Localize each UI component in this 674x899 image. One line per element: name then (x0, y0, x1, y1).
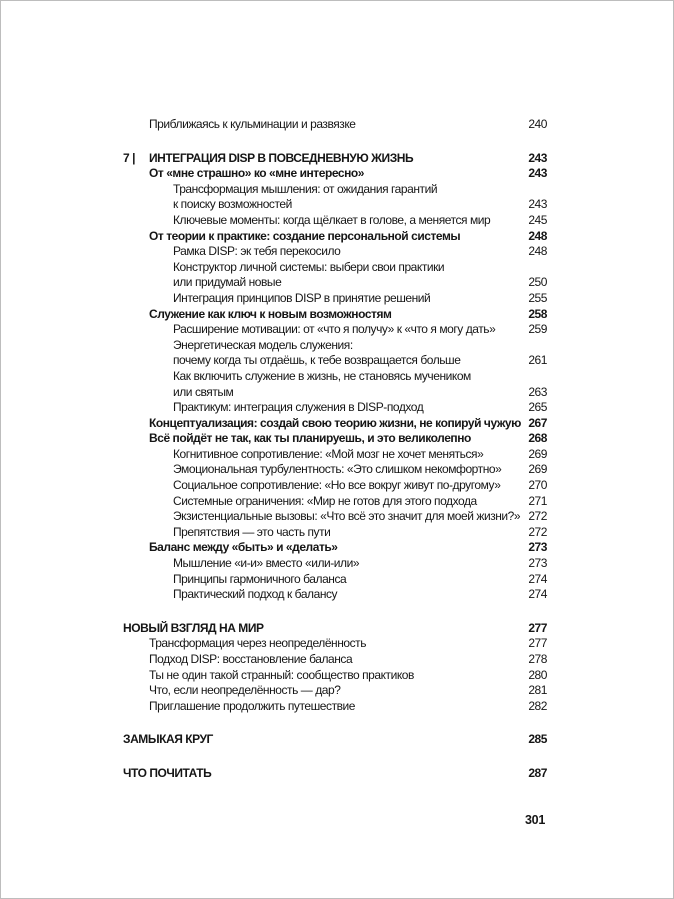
toc-page-number: 263 (528, 384, 547, 399)
toc-entry (123, 338, 547, 369)
toc-entry-line: Концептуализация: создай свою теорию жизни, не копируй чужую (149, 415, 521, 430)
toc-entry-line: к поиску возможностей (173, 197, 292, 212)
toc-page-number: 243 (528, 197, 547, 212)
toc-entry (123, 462, 547, 478)
toc-entry-title (123, 338, 517, 369)
toc-entry-title (123, 494, 517, 510)
toc-page-number: 258 (528, 306, 547, 321)
toc-page-number: 248 (528, 244, 547, 259)
toc-page-number: 277 (528, 636, 547, 651)
toc-entry-title (123, 509, 521, 525)
toc-entry-title (123, 369, 517, 400)
toc-entry-line: 7 | ИНТЕГРАЦИЯ DISP В ПОВСЕДНЕВНУЮ ЖИЗНЬ (123, 150, 414, 165)
toc-entry-line: Всё пойдёт не так, как ты планируешь, и это великолепно (149, 431, 471, 446)
toc-page-number: 261 (528, 353, 547, 368)
toc-page-number: 270 (528, 478, 547, 493)
toc-entry-title (123, 766, 517, 782)
toc-entry-title (123, 572, 517, 588)
toc-entry-title (123, 260, 517, 291)
toc-entry (123, 587, 547, 603)
toc-page-number: 272 (528, 509, 547, 524)
toc-entry-line: ЗАМЫКАЯ КРУГ (123, 732, 213, 747)
toc-entry-title (123, 322, 517, 338)
toc-entry-line: Баланс между «быть» и «делать» (149, 540, 338, 555)
toc-entry-title (123, 213, 517, 229)
toc-entry-title (123, 400, 517, 416)
toc-page-number: 268 (528, 431, 547, 446)
toc-entry-title (123, 525, 517, 541)
toc-entry (123, 400, 547, 416)
toc-entry-line: От теории к практике: создание персональной системы (149, 228, 461, 243)
toc-entry-line: Социальное сопротивление: «Но все вокруг живут по-другому» (173, 478, 501, 493)
toc-page-number: 250 (528, 275, 547, 290)
toc-chapter-entry (123, 732, 547, 748)
toc-entry-line: Расширение мотивации: от «что я получу» к «что я могу дать» (173, 322, 496, 337)
toc-entry (123, 369, 547, 400)
toc-page-number: 269 (528, 446, 547, 461)
toc-page-number: 255 (528, 290, 547, 305)
toc-page-number: 259 (528, 322, 547, 337)
toc-entry-line: Практический подход к балансу (173, 587, 338, 602)
toc-entry-title (123, 166, 517, 182)
toc-entry (123, 416, 547, 432)
toc-list (123, 117, 547, 782)
toc-page-number: 282 (528, 698, 547, 713)
toc-page-number: 285 (528, 732, 547, 747)
toc-page-number: 240 (528, 117, 547, 131)
toc-entry-title (123, 668, 517, 684)
toc-entry (123, 683, 547, 699)
toc-page-number: 243 (528, 150, 547, 165)
toc-entry (123, 636, 547, 652)
toc-entry-line: Подход DISP: восстановление баланса (149, 652, 353, 666)
toc-entry-title (123, 229, 517, 245)
toc-entry-line: Ключевые моменты: когда щёлкает в голове, а меняется мир (173, 212, 491, 227)
toc-entry (123, 244, 547, 260)
toc-page-number: 273 (528, 540, 547, 555)
toc-entry-line: или святым (173, 384, 234, 399)
chapter-number: 7 | (123, 150, 136, 165)
toc-entry-line: Приближаясь к кульминации и развязке (149, 117, 356, 131)
footer-page-number: 301 (525, 813, 545, 827)
toc-entry (123, 260, 547, 291)
toc-page-number: 277 (528, 620, 547, 635)
toc-entry (123, 291, 547, 307)
toc-entry (123, 556, 547, 572)
toc-entry-title (123, 151, 517, 167)
toc-entry-line: Принципы гармоничного баланса (173, 571, 347, 586)
toc-page-number: 280 (528, 667, 547, 682)
toc-page-number: 278 (528, 652, 547, 666)
toc-entry-line: Что, если неопределённость — дар? (149, 683, 341, 698)
toc-entry-line: Трансформация через неопределённость (149, 636, 367, 651)
toc-entry-title (123, 636, 517, 652)
toc-entry (123, 229, 547, 245)
toc-entry (123, 509, 547, 525)
toc-entry-line: Экзистенциальные вызовы: «Что всё это значит для моей жизни?» (173, 509, 521, 524)
toc-entry-line: Интеграция принципов DISP в принятие решений (173, 290, 431, 305)
toc-entry-line: Ты не один такой странный: сообщество практиков (149, 667, 414, 682)
toc-entry (123, 307, 547, 323)
toc-entry-line: Препятствия — это часть пути (173, 524, 331, 539)
toc-page-number: 245 (528, 212, 547, 227)
toc-entry-line: Как включить служение в жизнь, не становясь мучеником (173, 368, 471, 383)
toc-entry-line: Мышление «и-и» вместо «или-или» (173, 556, 360, 571)
toc-entry-title (123, 652, 517, 668)
toc-entry (123, 431, 547, 447)
toc-entry-title (123, 683, 517, 699)
toc-entry-title (123, 431, 517, 447)
toc-entry-line: Конструктор личной системы: выбери свои практики (173, 259, 445, 274)
toc-entry-title (123, 621, 517, 637)
toc-entry-title (123, 699, 517, 715)
toc-page-number: 274 (528, 571, 547, 586)
toc-entry-title (123, 478, 517, 494)
toc-entry-line: Эмоциональная турбулентность: «Это слишком некомфортно» (173, 462, 502, 477)
toc-entry (123, 699, 547, 715)
toc-entry-title (123, 117, 517, 133)
toc-entry-line: От «мне страшно» ко «мне интересно» (149, 166, 365, 181)
toc-entry-line: Энергетическая модель служения: (173, 337, 353, 352)
toc-entry-title (123, 732, 517, 748)
toc-entry-line: ЧТО ПОЧИТАТЬ (123, 765, 212, 780)
toc-page-number: 273 (528, 556, 547, 571)
toc-page-number: 243 (528, 166, 547, 181)
toc-chapter-entry (123, 151, 547, 167)
toc-page-number: 248 (528, 228, 547, 243)
toc-entry (123, 652, 547, 668)
toc-entry-title (123, 462, 517, 478)
toc-entry (123, 447, 547, 463)
toc-entry (123, 117, 547, 133)
toc-entry-title (123, 540, 517, 556)
toc-page-number: 269 (528, 462, 547, 477)
toc-entry-title (123, 415, 521, 432)
toc-entry-line: Приглашение продолжить путешествие (149, 698, 356, 713)
toc-page-number: 271 (528, 493, 547, 508)
toc-entry-title (123, 182, 517, 213)
toc-page-number: 267 (528, 415, 547, 430)
toc-entry (123, 494, 547, 510)
toc-entry (123, 182, 547, 213)
toc-entry-title (123, 244, 517, 260)
toc-entry-title (123, 307, 517, 323)
toc-page-number: 274 (528, 587, 547, 602)
toc-page-number: 287 (528, 765, 547, 780)
toc-entry-title (123, 291, 517, 307)
toc-page-number: 265 (528, 400, 547, 415)
toc-entry (123, 166, 547, 182)
toc-entry (123, 540, 547, 556)
toc-entry-title (123, 587, 517, 603)
toc-entry-line: почему когда ты отдаёшь, к тебе возвращается больше (173, 353, 461, 368)
toc-entry-line: Рамка DISP: эк тебя перекосило (173, 244, 341, 259)
toc-page-number: 281 (528, 683, 547, 698)
toc-chapter-entry (123, 766, 547, 782)
toc-page-number: 272 (528, 524, 547, 539)
toc-entry-title (123, 556, 517, 572)
toc-entry (123, 572, 547, 588)
toc-entry-line: Когнитивное сопротивление: «Мой мозг не хочет меняться» (173, 446, 484, 461)
toc-entry-line: Трансформация мышления: от ожидания гарантий (173, 181, 438, 196)
toc-entry (123, 478, 547, 494)
toc-entry (123, 668, 547, 684)
toc-entry (123, 213, 547, 229)
toc-entry (123, 525, 547, 541)
toc-entry (123, 322, 547, 338)
toc-entry-title (123, 447, 517, 463)
toc-chapter-entry (123, 621, 547, 637)
toc-entry-line: Служение как ключ к новым возможностям (149, 306, 392, 321)
toc-entry-line: Практикум: интеграция служения в DISP-подход (173, 400, 424, 415)
toc-entry-line: Системные ограничения: «Мир не готов для этого подхода (173, 493, 477, 508)
toc-entry-line: НОВЫЙ ВЗГЛЯД НА МИР (123, 620, 264, 635)
toc-entry-line: или придумай новые (173, 275, 282, 290)
